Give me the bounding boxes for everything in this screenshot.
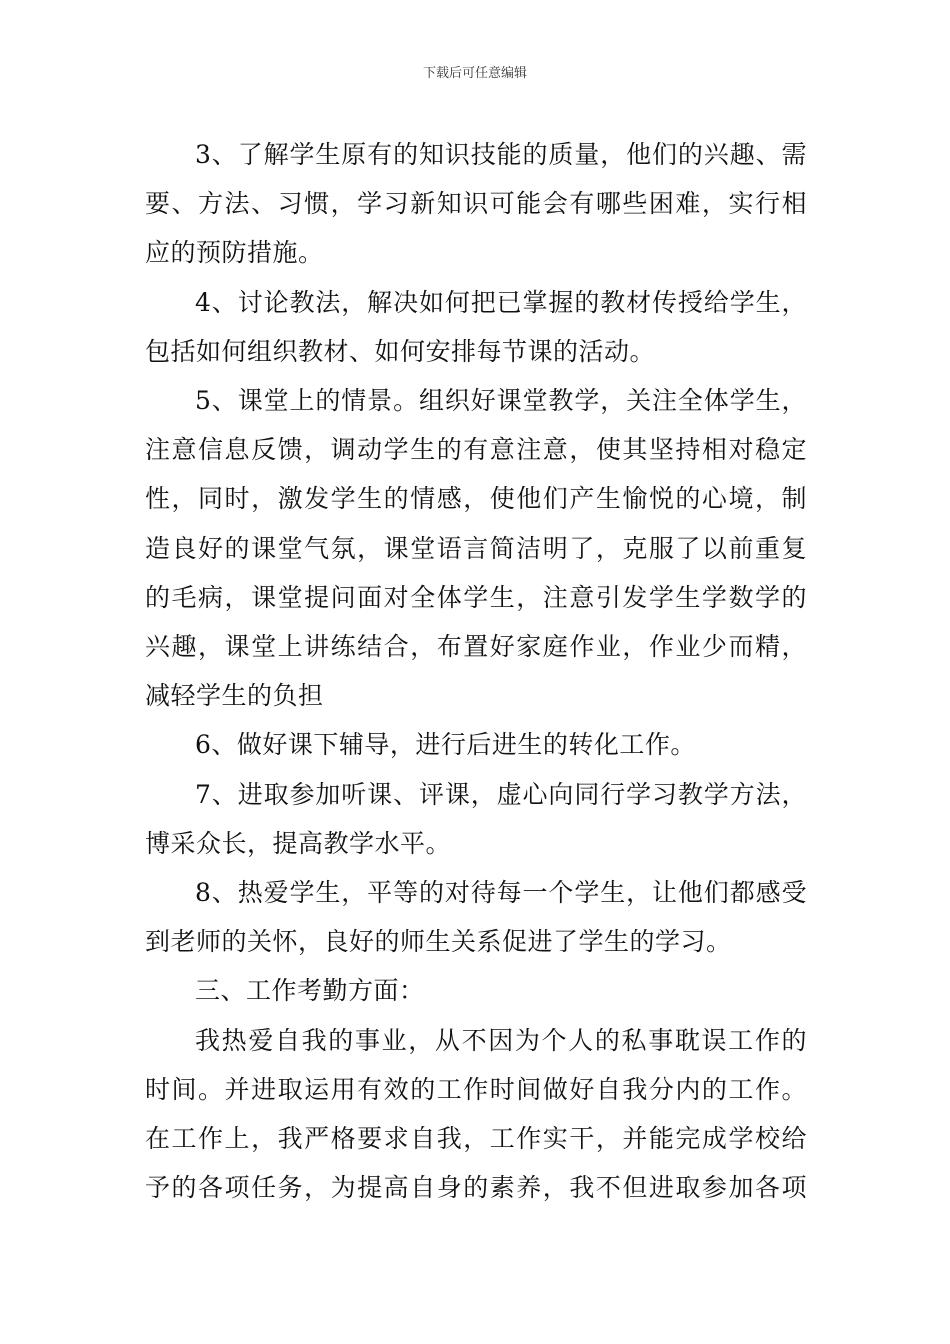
text-line: 时间。并进取运用有效的工作时间做好自我分内的工作。	[145, 1074, 807, 1104]
text-line: 予的各项任务，为提高自身的素养，我不但进取参加各项	[145, 1173, 807, 1203]
text-line: 到老师的关怀，良好的师生关系促进了学生的学习。	[145, 927, 732, 957]
document-body	[145, 130, 807, 1212]
text-line: 应的预防措施。	[145, 238, 324, 268]
text-line: 博采众长，提高教学水平。	[145, 828, 452, 858]
text-line: 包括如何组织教材、如何安排每节课的活动。	[145, 336, 656, 366]
text-line: 要、方法、习惯，学习新知识可能会有哪些困难，实行相	[145, 189, 807, 219]
paragraph-item-5	[145, 376, 807, 720]
text-line: 性，同时，激发学生的情感，使他们产生愉悦的心境，制	[145, 484, 807, 514]
paragraph-item-6	[145, 720, 807, 769]
text-line: 4、讨论教法，解决如何把已掌握的教材传授给学生，	[195, 287, 807, 317]
text-line: 兴趣，课堂上讲练结合，布置好家庭作业，作业少而精，	[145, 632, 807, 662]
page-header: 下载后可任意编辑	[422, 66, 527, 81]
text-line: 6、做好课下辅导，进行后进生的转化工作。	[195, 730, 696, 760]
paragraph-item-3	[145, 130, 807, 278]
text-line: 注意信息反馈，调动学生的有意注意，使其坚持相对稳定	[145, 435, 807, 465]
text-line: 三、工作考勤方面：	[195, 976, 425, 1006]
text-line: 在工作上，我严格要求自我，工作实干，并能完成学校给	[145, 1124, 807, 1154]
paragraph-attendance-body	[145, 1016, 807, 1213]
text-line: 5、课堂上的情景。组织好课堂教学，关注全体学生，	[195, 386, 807, 416]
text-line: 的毛病，课堂提问面对全体学生，注意引发学生学数学的	[145, 582, 807, 612]
text-line: 造良好的课堂气氛，课堂语言简洁明了，克服了以前重复	[145, 533, 807, 563]
text-line: 减轻学生的负担	[145, 681, 324, 711]
text-line: 8、热爱学生，平等的对待每一个学生，让他们都感受	[195, 878, 807, 908]
paragraph-item-4	[145, 278, 807, 376]
text-line: 我热爱自我的事业，从不因为个人的私事耽误工作的	[195, 1025, 807, 1055]
paragraph-item-8	[145, 868, 807, 966]
section-heading-attendance	[145, 966, 807, 1015]
text-line: 3、了解学生原有的知识技能的质量，他们的兴趣、需	[195, 140, 807, 169]
text-line: 7、进取参加听课、评课，虚心向同行学习教学方法，	[195, 779, 807, 809]
paragraph-item-7	[145, 770, 807, 868]
